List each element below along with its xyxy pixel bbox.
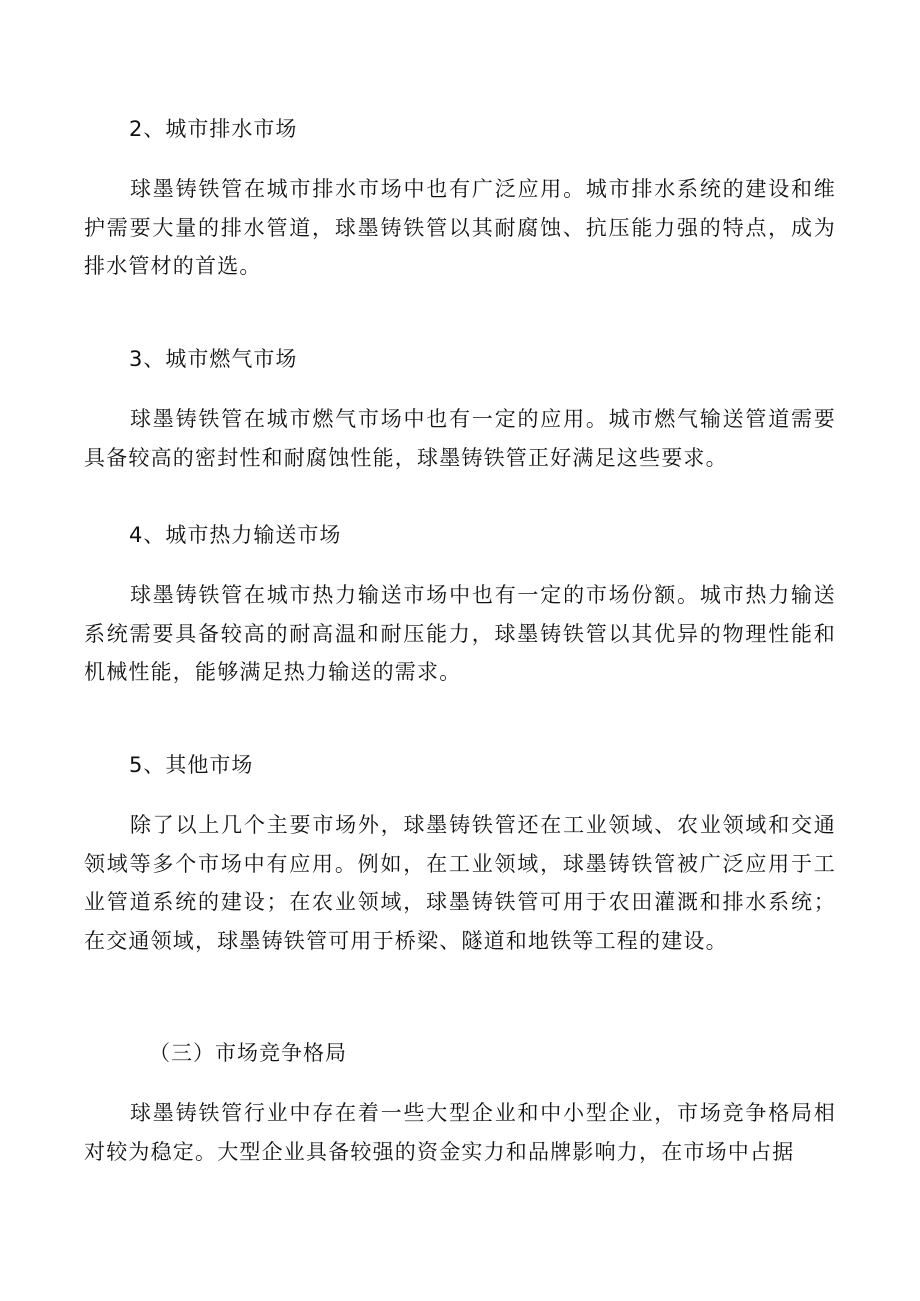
paragraph-other-markets: 除了以上几个主要市场外，球墨铸铁管还在工业领域、农业领域和交通领域等多个市场中有应用。例如，在工业领域，球墨铸铁管被广泛应用于工业管道系统的建设；在农业领域，球墨铸铁管可用于农田灌溉和排水系统；在交通领域，球墨铸铁管可用于桥梁、隧道和地铁等工程的建设。 xyxy=(84,813,836,953)
paragraph-urban-drainage: 球墨铸铁管在城市排水市场中也有广泛应用。城市排水系统的建设和维护需要大量的排水管道，球墨铸铁管以其耐腐蚀、抗压能力强的特点，成为排水管材的首选。 xyxy=(84,177,836,278)
heading-urban-heating: 4、城市热力输送市场 xyxy=(129,523,342,547)
heading-urban-drainage: 2、城市排水市场 xyxy=(129,117,298,141)
paragraph-urban-gas: 球墨铸铁管在城市燃气市场中也有一定的应用。城市燃气输送管道需要具备较高的密封性和耐腐蚀性能，球墨铸铁管正好满足这些要求。 xyxy=(84,407,836,470)
heading-market-competition: （三）市场竞争格局 xyxy=(149,1041,347,1065)
heading-other-markets: 5、其他市场 xyxy=(129,753,254,777)
paragraph-urban-heating: 球墨铸铁管在城市热力输送市场中也有一定的市场份额。城市热力输送系统需要具备较高的耐高温和耐压能力，球墨铸铁管以其优异的物理性能和机械性能，能够满足热力输送的需求。 xyxy=(84,583,836,684)
heading-urban-gas: 3、城市燃气市场 xyxy=(129,347,298,371)
paragraph-market-competition: 球墨铸铁管行业中存在着一些大型企业和中小型企业，市场竞争格局相对较为稳定。大型企业具备较强的资金实力和品牌影响力，在市场中占据 xyxy=(84,1101,836,1164)
